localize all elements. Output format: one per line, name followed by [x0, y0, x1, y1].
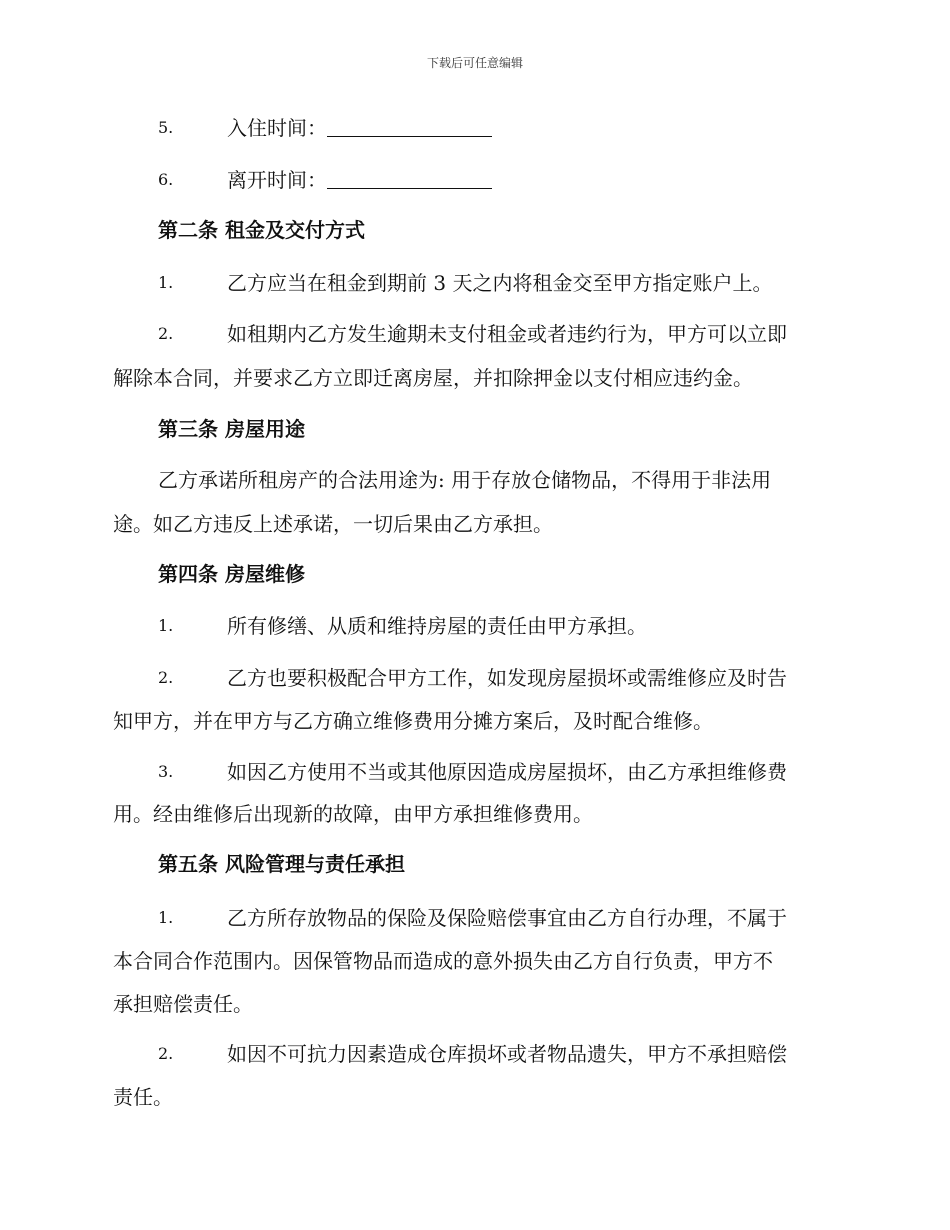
- item-number: 2.: [158, 1044, 174, 1063]
- field-label: 离开时间：: [227, 168, 327, 192]
- item-text-continued: 本合同合作范围内。因保管物品而造成的意外损失由乙方自行负责，甲方不: [113, 949, 773, 973]
- item-text: 乙方所存放物品的保险及保险赔偿事宜由乙方自行办理，不属于: [227, 906, 787, 930]
- item-number: 3.: [158, 762, 174, 781]
- item-text-continued: 解除本合同，并要求乙方立即迁离房屋，并扣除押金以支付相应违约金。: [113, 366, 753, 390]
- field-number: 6.: [158, 170, 174, 189]
- item-text: 乙方也要积极配合甲方工作，如发现房屋损坏或需维修应及时告: [227, 666, 787, 690]
- paragraph-line: 乙方承诺所租房产的合法用途为: 用于存放仓储物品，不得用于非法用: [158, 468, 772, 492]
- page-header: 下载后可任意编辑: [426, 56, 523, 70]
- article-heading: 第二条 租金及交付方式: [158, 218, 365, 242]
- item-text: 如因乙方使用不当或其他原因造成房屋损坏，由乙方承担维修费: [227, 760, 787, 784]
- article-heading: 第三条 房屋用途: [158, 417, 305, 441]
- item-text: 如租期内乙方发生逾期未支付租金或者违约行为，甲方可以立即: [227, 322, 787, 346]
- item-number: 1.: [158, 616, 174, 635]
- item-number: 1.: [158, 908, 174, 927]
- article-heading: 第四条 房屋维修: [158, 562, 305, 586]
- item-number: 2.: [158, 324, 174, 343]
- item-number: 2.: [158, 668, 174, 687]
- field-label: 入住时间：: [227, 116, 327, 140]
- item-text: 乙方应当在租金到期前 3 天之内将租金交至甲方指定账户上。: [227, 271, 773, 295]
- blank-line: [327, 166, 492, 189]
- field-checkout: [227, 164, 492, 196]
- item-text-continued: 知甲方，并在甲方与乙方确立维修费用分摊方案后，及时配合维修。: [113, 709, 713, 733]
- item-text-continued: 承担赔偿责任。: [113, 992, 253, 1016]
- item-number: 1.: [158, 273, 174, 292]
- field-checkin: [227, 112, 492, 144]
- paragraph-line: 途。如乙方违反上述承诺，一切后果由乙方承担。: [113, 512, 553, 536]
- item-text: 所有修缮、从质和维持房屋的责任由甲方承担。: [227, 614, 647, 638]
- item-text-continued: 用。经由维修后出现新的故障，由甲方承担维修费用。: [113, 802, 593, 826]
- item-text: 如因不可抗力因素造成仓库损坏或者物品遗失，甲方不承担赔偿: [227, 1042, 787, 1066]
- item-text-continued: 责任。: [113, 1085, 173, 1109]
- article-heading: 第五条 风险管理与责任承担: [158, 852, 405, 876]
- blank-line: [327, 114, 492, 137]
- field-number: 5.: [158, 118, 174, 137]
